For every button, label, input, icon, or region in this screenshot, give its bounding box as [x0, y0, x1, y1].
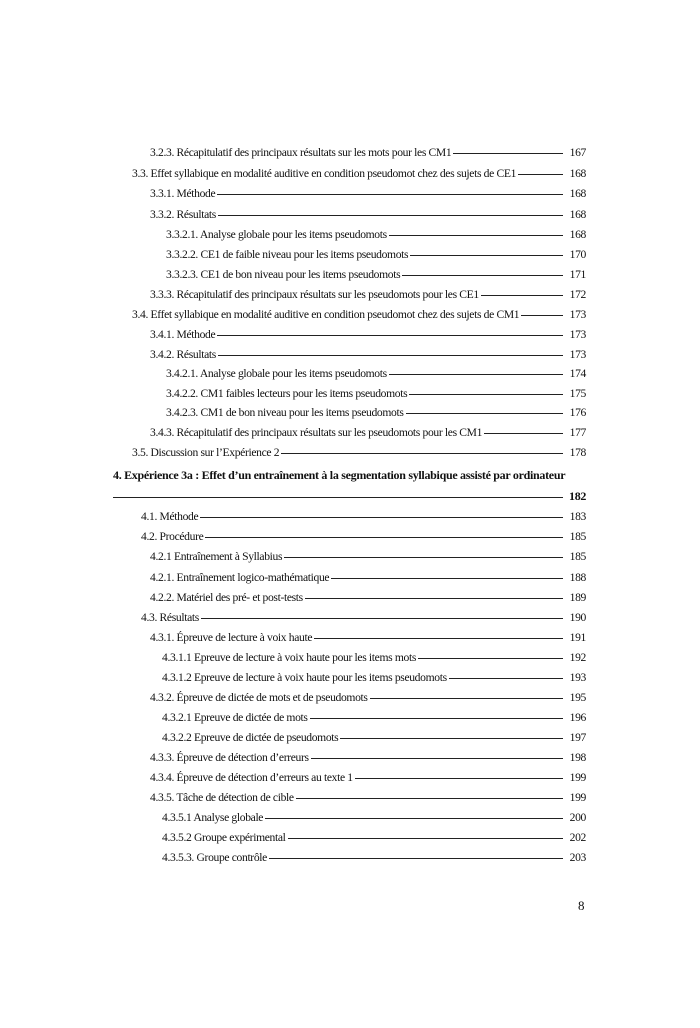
toc-leader	[218, 215, 563, 216]
toc-leader	[340, 738, 563, 739]
toc-leader	[418, 658, 563, 659]
toc-entry-page: 196	[569, 711, 586, 724]
toc-entry-label: 3.4.1. Méthode	[150, 328, 216, 341]
toc-entry-page: 191	[569, 631, 586, 644]
toc-leader	[314, 638, 563, 639]
toc-entry-label: 3.5. Discussion sur l’Expérience 2	[132, 446, 280, 459]
toc-entry-page: 195	[569, 691, 586, 704]
toc-entry-label: 3.3.1. Méthode	[150, 187, 216, 200]
toc-entry-page: 185	[569, 530, 586, 543]
toc-entry	[150, 631, 586, 644]
toc-leader	[311, 758, 563, 759]
toc-entry	[162, 731, 586, 744]
toc-entry	[150, 208, 586, 221]
toc-entry-page: 173	[569, 348, 586, 361]
toc-entry	[150, 288, 586, 301]
toc-leader	[281, 453, 563, 454]
toc-entry-label: 4.3.3. Épreuve de détection d’erreurs	[150, 751, 309, 764]
toc-entry-page: 185	[569, 550, 586, 563]
toc-entry	[162, 831, 586, 844]
toc-entry-page: 168	[569, 208, 586, 221]
toc-leader	[402, 275, 563, 276]
toc-entry-page: 176	[569, 406, 586, 419]
toc-entry	[150, 146, 586, 159]
toc-entry	[166, 268, 586, 281]
toc-entry-label: 4.3.5.1 Analyse globale	[162, 811, 264, 824]
toc-entry-page: 168	[569, 228, 586, 241]
toc-leader	[296, 798, 563, 799]
toc-entry	[132, 308, 586, 321]
toc-entry	[150, 751, 586, 764]
toc-entry-page: 177	[569, 426, 586, 439]
toc-entry-label: 4.3.2.2 Epreuve de dictée de pseudomots	[162, 731, 339, 744]
toc-chapter-label: 4. Expérience 3a : Effet d’un entraînement à la segmentation syllabique assisté par ordinateur	[113, 468, 566, 482]
toc-entry	[166, 406, 586, 419]
toc-leader	[406, 413, 564, 414]
toc-leader	[370, 698, 563, 699]
toc-leader	[217, 194, 563, 195]
toc-entry	[166, 228, 586, 241]
toc-leader	[449, 678, 563, 679]
toc-leader	[265, 818, 563, 819]
toc-entry-page: 203	[569, 851, 586, 864]
toc-leader	[284, 557, 563, 558]
toc-entry-label: 4.3.5. Tâche de détection de cible	[150, 791, 294, 804]
toc-entry	[166, 248, 586, 261]
toc-entry-page: 173	[569, 308, 586, 321]
toc-entry	[150, 791, 586, 804]
toc-entry-label: 3.4.2.1. Analyse globale pour les items pseudomots	[166, 367, 387, 380]
toc-entry-label: 3.2.3. Récapitulatif des principaux résultats sur les mots pour les CM1	[150, 146, 452, 159]
toc-entry-label: 4.2.1 Entraînement à Syllabius	[150, 550, 283, 563]
toc-entry-page: 178	[569, 446, 586, 459]
toc-entry	[150, 187, 586, 200]
toc-entry	[150, 550, 586, 563]
toc-leader	[269, 858, 563, 859]
toc-entry	[162, 671, 586, 684]
toc-leader	[331, 578, 563, 579]
toc-entry	[141, 611, 586, 624]
toc-entry-label: 4.3.5.3. Groupe contrôle	[162, 851, 267, 864]
toc-entry	[132, 167, 586, 180]
toc-leader	[218, 355, 563, 356]
toc-leader	[305, 598, 563, 599]
toc-entry	[162, 711, 586, 724]
toc-entry-page: 171	[569, 268, 586, 281]
toc-entry-page: 183	[569, 510, 586, 523]
toc-entry-label: 3.3.2.1. Analyse globale pour les items pseudomots	[166, 228, 387, 241]
toc-entry-label: 4.2.2. Matériel des pré- et post-tests	[150, 591, 303, 604]
toc-entry-page: 192	[569, 651, 586, 664]
toc-entry-label: 3.3.3. Récapitulatif des principaux résultats sur les pseudomots pour les CE1	[150, 288, 479, 301]
page-number: 8	[578, 898, 585, 913]
toc-leader	[389, 374, 563, 375]
toc-entry	[166, 387, 586, 400]
toc-leader	[200, 517, 563, 518]
toc-leader	[217, 335, 563, 336]
toc-leader	[113, 497, 563, 498]
toc-entry	[162, 811, 586, 824]
toc-entry	[150, 771, 586, 784]
toc-entry-page: 190	[569, 611, 586, 624]
toc-entry-label: 3.3. Effet syllabique en modalité auditive en condition pseudomot chez des sujets de CE1	[132, 167, 517, 180]
toc-entry	[166, 367, 586, 380]
toc-leader	[389, 235, 563, 236]
toc-leader	[484, 433, 563, 434]
toc-entry-page: 188	[569, 571, 586, 584]
toc-leader	[201, 618, 563, 619]
toc-entry-label: 4.3.1. Épreuve de lecture à voix haute	[150, 631, 313, 644]
toc-entry-page: 170	[569, 248, 586, 261]
toc-entry	[132, 446, 586, 459]
toc-entry-label: 3.4.3. Récapitulatif des principaux résultats sur les pseudomots pour les CM1	[150, 426, 483, 439]
toc-entry	[150, 691, 586, 704]
toc-entry-page: 174	[569, 367, 586, 380]
toc-entry	[162, 651, 586, 664]
toc-leader	[410, 255, 563, 256]
toc-entry-label: 3.3.2. Résultats	[150, 208, 216, 221]
toc-entry-label: 4.3.4. Épreuve de détection d’erreurs au texte 1	[150, 771, 353, 784]
toc-entry-page: 193	[569, 671, 586, 684]
toc-entry	[150, 348, 586, 361]
toc-entry-label: 4.3.2.1 Epreuve de dictée de mots	[162, 711, 308, 724]
toc-entry-page: 200	[569, 811, 586, 824]
toc-chapter-page: 182	[569, 489, 586, 503]
toc-entry-label: 3.4.2. Résultats	[150, 348, 216, 361]
toc-entry-label: 4.2. Procédure	[141, 530, 204, 543]
toc-entry	[150, 571, 586, 584]
toc-entry-label: 3.3.2.3. CE1 de bon niveau pour les items pseudomots	[166, 268, 401, 281]
toc-entry-page: 202	[569, 831, 586, 844]
toc-leader	[481, 295, 563, 296]
toc-leader	[205, 537, 563, 538]
toc-entry-page: 189	[569, 591, 586, 604]
toc-entry-label: 3.3.2.2. CE1 de faible niveau pour les items pseudomots	[166, 248, 409, 261]
toc-entry	[150, 328, 586, 341]
toc-entry-page: 167	[569, 146, 586, 159]
toc-entry-label: 3.4.2.3. CM1 de bon niveau pour les items pseudomots	[166, 406, 404, 419]
toc-leader	[409, 394, 563, 395]
toc-entry	[162, 851, 586, 864]
toc-entry-label: 4.3.1.1 Epreuve de lecture à voix haute pour les items mots	[162, 651, 416, 664]
toc-entry-page: 168	[569, 167, 586, 180]
toc-entry	[141, 530, 586, 543]
toc-entry-page: 198	[569, 751, 586, 764]
toc-leader	[521, 315, 563, 316]
toc-entry-label: 4.3. Résultats	[141, 611, 199, 624]
toc-entry	[150, 426, 586, 439]
toc-entry-page: 197	[569, 731, 586, 744]
toc-entry-label: 3.4. Effet syllabique en modalité auditive en condition pseudomot chez des sujets de CM1	[132, 308, 520, 321]
toc-chapter-heading-leader-line	[113, 489, 586, 504]
toc-leader	[518, 174, 563, 175]
toc-leader	[288, 838, 563, 839]
toc-entry	[150, 591, 586, 604]
toc-entry-page: 199	[569, 791, 586, 804]
toc-leader	[310, 718, 563, 719]
toc-leader	[453, 153, 563, 154]
toc-entry-label: 3.4.2.2. CM1 faibles lecteurs pour les items pseudomots	[166, 387, 408, 400]
toc-entry-label: 4.3.2. Épreuve de dictée de mots et de pseudomots	[150, 691, 368, 704]
toc-entry-page: 199	[569, 771, 586, 784]
toc-entry-label: 4.3.1.2 Epreuve de lecture à voix haute pour les items pseudomots	[162, 671, 447, 684]
toc-entry-label: 4.3.5.2 Groupe expérimental	[162, 831, 286, 844]
toc-entry-page: 175	[569, 387, 586, 400]
toc-leader	[355, 778, 563, 779]
toc-entry-label: 4.1. Méthode	[141, 510, 199, 523]
toc-entry-page: 173	[569, 328, 586, 341]
toc-entry-label: 4.2.1. Entraînement logico-mathématique	[150, 571, 330, 584]
toc-entry	[141, 510, 586, 523]
toc-entry-page: 168	[569, 187, 586, 200]
toc-chapter-heading	[113, 468, 586, 483]
toc-entry-page: 172	[569, 288, 586, 301]
